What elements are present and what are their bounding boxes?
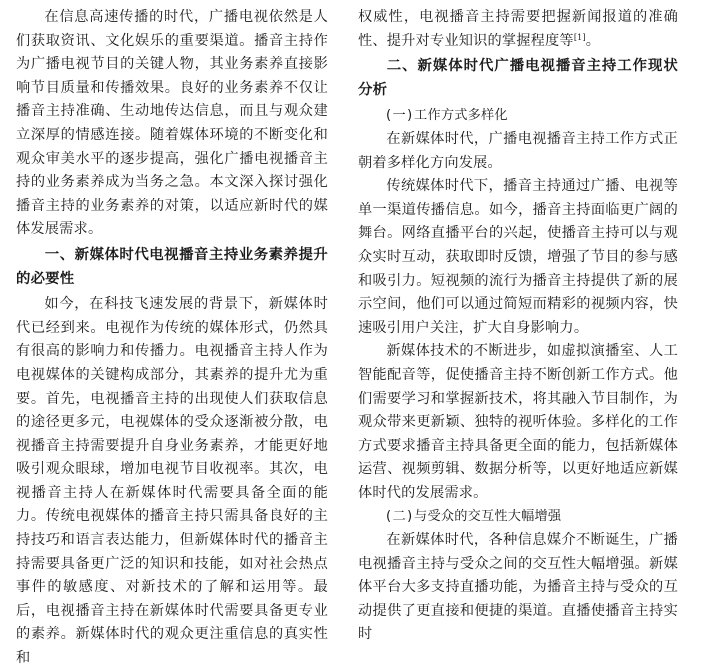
right-column	[358, 6, 678, 647]
subsection-1-paragraph-1: 在新媒体时代，广播电视播音主持工作方式正朝着多样化方向发展。	[358, 130, 678, 171]
subsection-1-paragraph-3: 新媒体技术的不断进步，如虚拟演播室、人工智能配音等，促使播音主持不断创新工作方式。他们需要学习和掌握新技术，将其融入节目制作，为观众带来更新颖、独特的视听体验。多样化的工作方式要求播音主持具备更全面的能力，包括新媒体运营、视频剪辑、数据分析等，以更好地适应新媒体时代的发展需求。	[358, 343, 678, 501]
continued-end: 。	[585, 32, 601, 49]
subsection-2-paragraph-1: 在新媒体时代，各种信息媒介不断诞生，广播电视播音主持与受众之间的交互性大幅增强。新媒体平台大多支持直播功能，为播音主持与受众的互动提供了更直接和便捷的渠道。直播使播音主持实时	[358, 532, 678, 643]
section-heading-1: 一、新媒体时代电视播音主持业务素养提升的必要性	[16, 246, 328, 287]
continued-paragraph	[358, 6, 678, 53]
subsection-heading-1: (一)工作方式多样化	[384, 108, 508, 124]
subsection-heading-2: (二)与受众的交互性大幅增强	[384, 509, 562, 525]
citation-marker: [1]	[573, 32, 586, 42]
section-heading-2: 二、新媒体时代广播电视播音主持工作现状分析	[358, 58, 678, 98]
section-1-paragraph: 如今，在科技飞速发展的背景下，新媒体时代已经到来。电视作为传统的媒体形式，仍然具有很高的影响力和传播力。电视播音主持人作为电视媒体的关键构成部分，其素养的提升尤为重要。首先，电视播音主持的出现使人们获取信息的途径更多元，电视媒体的受众逐渐被分散，电视播音主持需要提升自身业务素养，才能更好地吸引观众眼球，增加电视节目收视率。其次，电视播音主持人在新媒体时代需要具备全面的能力。传统电视媒体的播音主持只需具备良好的主持技巧和语言表达能力，但新媒体时代的播音主持需要具备更广泛的知识和技能，如对社会热点事件的敏感度、对新技术的了解和运用等。最后，电视播音主持在新媒体时代需要具备更专业的素养。新媒体时代的观众更注重信息的真实性和	[16, 296, 328, 667]
intro-paragraph: 在信息高速传播的时代，广播电视依然是人们获取资讯、文化娱乐的重要渠道。播音主持作为广播电视节目的关键人物，其业务素养直接影响节目质量和传播效果。良好的业务素养不仅让播音主持准确、生动地传达信息，而且与观众建立深厚的情感连接。随着媒体环境的不断变化和观众审美水平的逐步提高，强化广播电视播音主持的业务素养成为当务之急。本文深入探讨强化播音主持的业务素养的对策，以适应新时代的媒体发展需求。	[16, 9, 328, 238]
subsection-1-paragraph-2: 传统媒体时代下，播音主持通过广播、电视等单一渠道传播信息。如今，播音主持面临更广阔的舞台。网络直播平台的兴起，使播音主持可以与观众实时互动，获取即时反馈，增强了节目的参与感和吸引力。短视频的流行为播音主持提供了新的展示空间，他们可以通过简短而精彩的视频内容，快速吸引用户关注，扩大自身影响力。	[358, 178, 678, 336]
left-column	[16, 6, 328, 671]
continued-text: 权威性，电视播音主持需要把握新闻报道的准确性、提升对专业知识的掌握程度等	[358, 9, 678, 49]
